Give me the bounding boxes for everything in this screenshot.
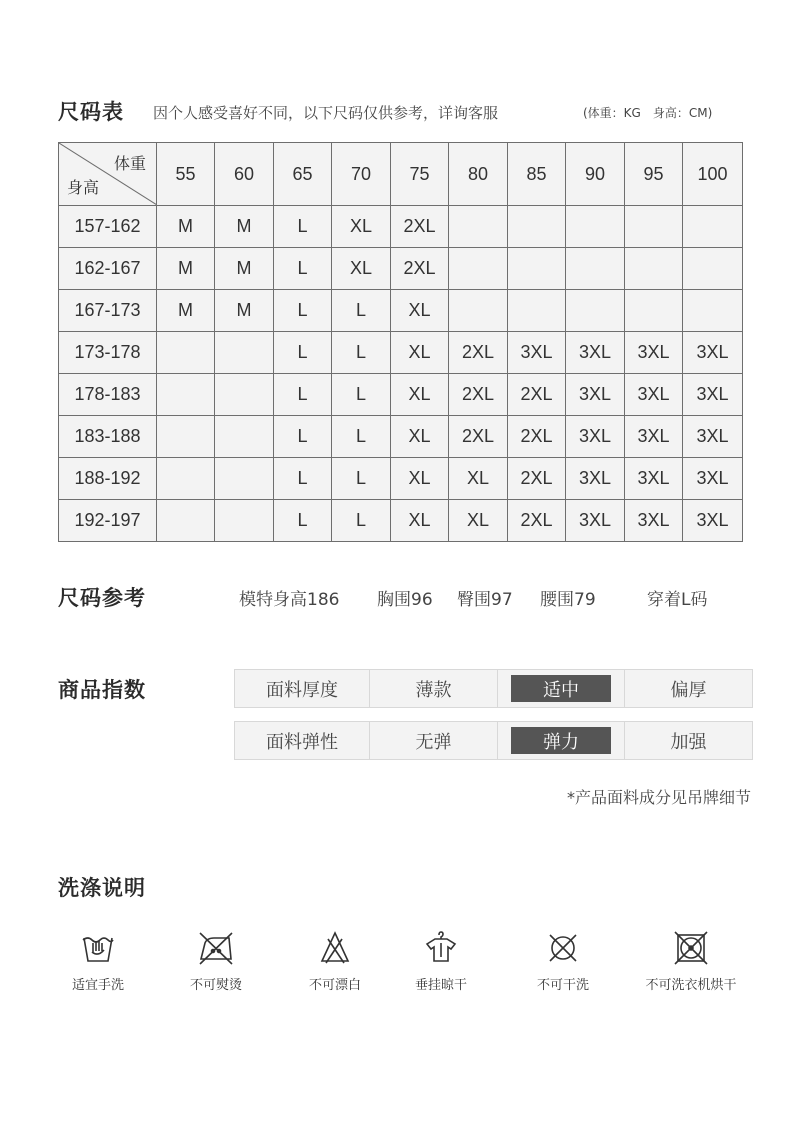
size-cell [215,500,274,542]
model-height: 模特身高186 [239,590,340,610]
size-cell: 2XL [449,332,508,374]
wash-item-no-iron [161,930,271,993]
size-cell: 3XL [566,500,625,542]
size-cell [449,206,508,248]
wash-label-no-iron: 不可熨烫 [189,978,242,993]
wash-label-no-dry-clean: 不可干洗 [536,978,589,993]
weight-header-cell: 75 [391,143,449,206]
thickness-option-thin: 薄款 [369,670,497,707]
size-cell: XL [391,290,449,332]
weight-header-cell: 55 [157,143,215,206]
size-cell [625,290,683,332]
wash-item-hang-dry [386,930,496,993]
size-cell: L [332,374,391,416]
size-cell [566,248,625,290]
size-cell [566,290,625,332]
size-cell [449,248,508,290]
size-cell: 2XL [508,500,566,542]
weight-header-cell: 85 [508,143,566,206]
size-cell: L [274,332,332,374]
no-tumble-dry-icon [673,930,709,966]
size-cell [157,332,215,374]
size-cell: 2XL [449,374,508,416]
size-table [58,142,743,542]
size-cell: L [274,458,332,500]
table-row [59,500,743,542]
no-bleach-icon [317,930,353,966]
size-cell: XL [391,374,449,416]
selected-indicator: 适中 [511,675,611,702]
selected-indicator: 弹力 [511,727,611,754]
size-cell [157,458,215,500]
size-cell: 3XL [625,332,683,374]
weight-header-cell: 60 [215,143,274,206]
corner-weight-label: 体重 [113,154,146,173]
table-row [59,416,743,458]
size-cell: 3XL [625,500,683,542]
size-cell: 3XL [625,416,683,458]
size-cell: M [215,290,274,332]
size-cell: XL [391,416,449,458]
size-cell: M [157,248,215,290]
height-range-cell: 178-183 [59,374,157,416]
elasticity-option-strong: 加强 [624,722,752,759]
size-cell: L [274,290,332,332]
size-cell: XL [449,458,508,500]
size-cell: 3XL [683,332,743,374]
size-cell: XL [391,458,449,500]
size-cell: 2XL [508,458,566,500]
weight-header-cell: 70 [332,143,391,206]
size-cell: L [332,416,391,458]
weight-header-cell: 65 [274,143,332,206]
thickness-option-thick: 偏厚 [624,670,752,707]
size-cell: L [274,206,332,248]
elasticity-label: 面料弹性 [266,731,338,753]
size-cell: 3XL [508,332,566,374]
model-hip: 臀围97 [457,590,513,610]
height-range-cell: 157-162 [59,206,157,248]
size-cell [508,290,566,332]
product-index-title: 商品指数 [58,678,146,702]
wash-label-no-bleach: 不可漂白 [308,978,361,993]
size-cell: 2XL [508,416,566,458]
size-chart-units: (体重：KG 身高：CM) [583,106,713,120]
size-cell: 3XL [566,374,625,416]
size-cell: 2XL [391,248,449,290]
corner-height-label: 身高 [67,178,100,197]
size-cell [508,206,566,248]
size-cell: L [274,500,332,542]
size-cell: XL [449,500,508,542]
size-cell: L [332,332,391,374]
size-cell: M [215,248,274,290]
size-cell: XL [332,206,391,248]
size-cell: 2XL [449,416,508,458]
size-cell [449,290,508,332]
wash-label-hand-wash: 适宜手洗 [71,978,124,993]
size-chart-title: 尺码表 [58,100,124,124]
size-cell [215,458,274,500]
size-cell: M [157,290,215,332]
model-wearing-size: 穿着L码 [647,590,708,610]
weight-header-cell: 90 [566,143,625,206]
no-iron-icon [198,930,234,966]
size-cell [215,332,274,374]
size-chart-note: 因个人感受喜好不同，以下尺码仅供参考，详询客服 [153,104,499,122]
table-row [59,206,743,248]
table-row [59,290,743,332]
height-range-cell: 183-188 [59,416,157,458]
table-corner-cell [59,143,157,206]
size-cell: 3XL [566,416,625,458]
height-range-cell: 162-167 [59,248,157,290]
size-cell: 2XL [391,206,449,248]
size-cell: M [215,206,274,248]
size-cell: XL [332,248,391,290]
wash-item-no-bleach [280,930,390,993]
size-cell: L [274,248,332,290]
size-cell [625,248,683,290]
height-range-cell: 173-178 [59,332,157,374]
size-cell: L [332,290,391,332]
size-cell [215,416,274,458]
size-cell [566,206,625,248]
size-cell [683,206,743,248]
size-reference-title: 尺码参考 [58,586,146,610]
fabric-footnote: *产品面料成分见吊牌细节 [566,788,751,807]
size-cell [683,290,743,332]
size-cell [157,374,215,416]
height-range-cell: 188-192 [59,458,157,500]
wash-item-no-tumble-dry [637,930,745,993]
size-cell: 2XL [508,374,566,416]
size-cell: 3XL [566,458,625,500]
size-cell: XL [391,332,449,374]
table-row [59,374,743,416]
table-header-row [59,143,743,206]
thickness-label: 面料厚度 [266,679,338,701]
washing-title: 洗涤说明 [58,876,146,900]
elasticity-option-none: 无弹 [369,722,497,759]
size-cell [625,206,683,248]
weight-header-cell: 95 [625,143,683,206]
size-cell: 3XL [683,374,743,416]
wash-label-hang-dry: 垂挂晾干 [414,978,467,993]
size-cell [157,500,215,542]
size-cell: XL [391,500,449,542]
size-cell [215,374,274,416]
wash-item-hand-wash [43,930,153,993]
elasticity-row [234,721,753,760]
model-chest: 胸围96 [377,590,433,610]
thickness-row [234,669,753,708]
size-cell: 3XL [683,416,743,458]
thickness-option-medium [497,670,624,707]
wash-label-no-tumble-dry: 不可洗衣机烘干 [645,978,737,993]
size-cell [508,248,566,290]
table-row [59,248,743,290]
weight-header-cell: 100 [683,143,743,206]
size-cell: 3XL [566,332,625,374]
size-cell [157,416,215,458]
wash-item-no-dry-clean [508,930,618,993]
no-dry-clean-icon [545,930,581,966]
height-range-cell: 192-197 [59,500,157,542]
size-cell: L [274,374,332,416]
height-range-cell: 167-173 [59,290,157,332]
size-cell: 3XL [625,374,683,416]
size-cell [683,248,743,290]
size-cell: M [157,206,215,248]
weight-header-cell: 80 [449,143,508,206]
hang-dry-icon [423,930,459,966]
hand-wash-icon [80,930,116,966]
size-cell: 3XL [625,458,683,500]
table-row [59,332,743,374]
size-cell: L [332,500,391,542]
elasticity-option-stretch [497,722,624,759]
size-cell: L [332,458,391,500]
table-row [59,458,743,500]
model-waist: 腰围79 [540,590,596,610]
size-cell: 3XL [683,500,743,542]
size-cell: L [274,416,332,458]
size-cell: 3XL [683,458,743,500]
